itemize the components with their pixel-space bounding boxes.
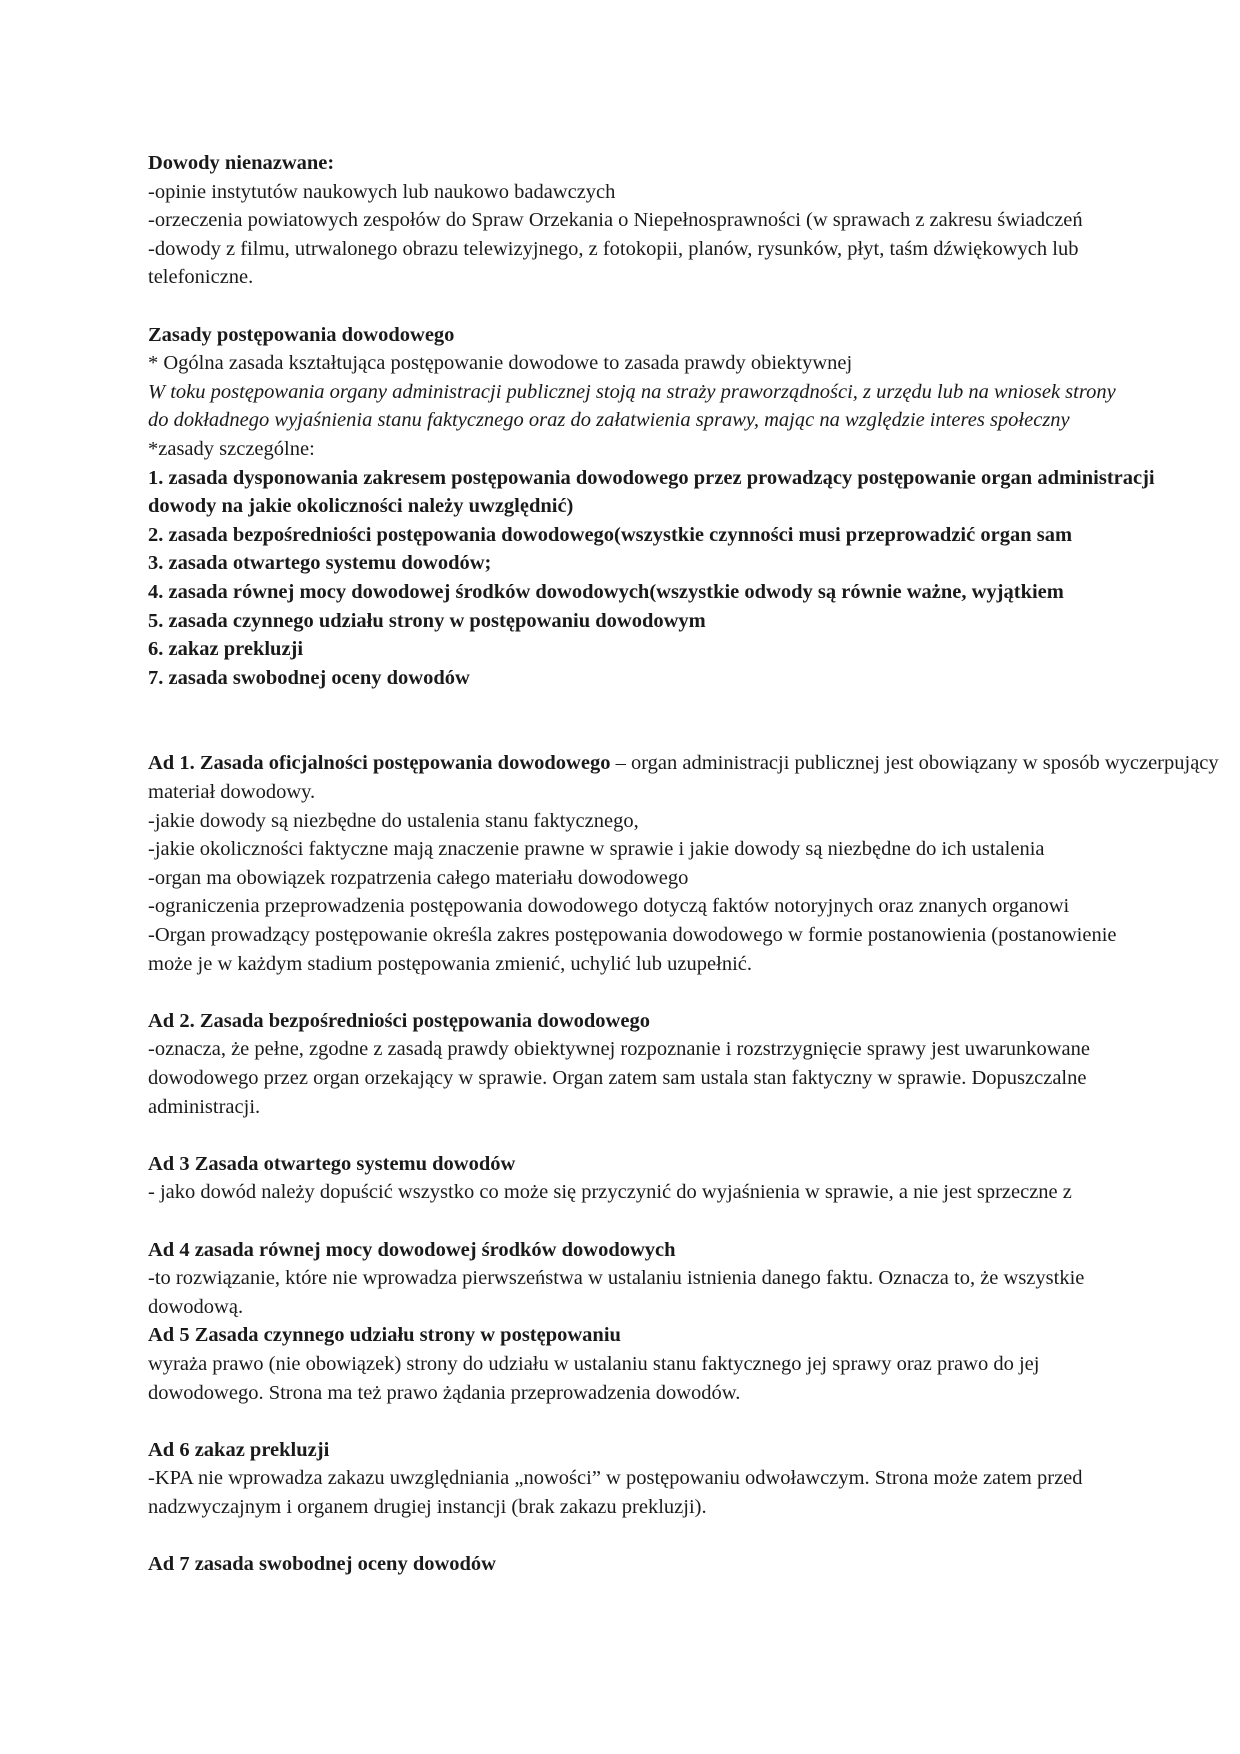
- principle-list-item: 4. zasada równej mocy dowodowej środków dowodowych(wszystkie odwody są równie ważne, wyjątkiem: [148, 580, 1064, 603]
- text-line: -to rozwiązanie, które nie wprowadza pierwszeństwa w ustalaniu istnienia danego faktu. Oznacza to, że wszystkie: [148, 1267, 1085, 1290]
- ad1-heading: Ad 1. Zasada oficjalności postępowania dowodowego: [148, 752, 611, 775]
- text-line: dowodową.: [148, 1295, 244, 1318]
- text-line: -opinie instytutów naukowych lub naukowo badawczych: [148, 180, 616, 203]
- text-line: -ograniczenia przeprowadzenia postępowania dowodowego dotyczą faktów notoryjnych oraz znanych organowi: [148, 895, 1070, 918]
- ad3-heading: Ad 3 Zasada otwartego systemu dowodów: [148, 1152, 516, 1175]
- ad5-heading: Ad 5 Zasada czynnego udziału strony w postępowaniu: [148, 1324, 621, 1347]
- ad1-heading-continuation: – organ administracji publicznej jest obowiązany w sposób wyczerpujący: [610, 752, 1219, 775]
- heading-zasady-postepowania: Zasady postępowania dowodowego: [148, 323, 455, 346]
- spacer: [148, 692, 1240, 749]
- spacer: [148, 1407, 1240, 1436]
- italic-quote-line: do dokładnego wyjaśnienia stanu faktycznego oraz do załatwienia sprawy, mając na względzie interes społeczny: [148, 409, 1070, 432]
- text-line: wyraża prawo (nie obowiązek) strony do udziału w ustalaniu stanu faktycznego jej sprawy oraz prawo do jej: [148, 1352, 1040, 1375]
- principle-list-item: dowody na jakie okoliczności należy uwzględnić): [148, 495, 574, 518]
- principle-list-item: 3. zasada otwartego systemu dowodów;: [148, 552, 492, 575]
- text-line: może je w każdym stadium postępowania zmienić, uchylić lub uzupełnić.: [148, 952, 752, 975]
- principle-list-item: 5. zasada czynnego udziału strony w postępowaniu dowodowym: [148, 609, 706, 632]
- spacer: [148, 1522, 1240, 1551]
- text-line: administracji.: [148, 1095, 261, 1118]
- ad6-heading: Ad 6 zakaz prekluzji: [148, 1438, 330, 1461]
- text-line: dowodowego. Strona ma też prawo żądania przeprowadzenia dowodów.: [148, 1381, 741, 1404]
- principle-list-item: 2. zasada bezpośredniości postępowania dowodowego(wszystkie czynności musi przeprowadzić organ sam: [148, 523, 1073, 546]
- spacer: [148, 978, 1240, 1007]
- text-line: - jako dowód należy dopuścić wszystko co może się przyczynić do wyjaśnienia w sprawie, a nie jest sprzeczne z: [148, 1181, 1072, 1204]
- text-line: -Organ prowadzący postępowanie określa zakres postępowania dowodowego w formie postanowienia (postanowienie: [148, 924, 1117, 947]
- text-line: -orzeczenia powiatowych zespołów do Spraw Orzekania o Niepełnosprawności (w sprawach z zakresu świadczeń: [148, 209, 1083, 232]
- text-line: -KPA nie wprowadza zakazu uwzględniania „nowości” w postępowaniu odwoławczym. Strona może zatem przed: [148, 1467, 1083, 1490]
- text-line: -jakie okoliczności faktyczne mają znaczenie prawne w sprawie i jakie dowody są niezbędne do ich ustalenia: [148, 838, 1045, 861]
- italic-quote-line: W toku postępowania organy administracji publicznej stoją na straży praworządności, z urzędu lub na wniosek strony: [148, 380, 1116, 403]
- principle-list-item: 1. zasada dysponowania zakresem postępowania dowodowego przez prowadzący postępowanie organ administracji: [148, 466, 1155, 489]
- text-line: nadzwyczajnym i organem drugiej instancji (brak zakazu prekluzji).: [148, 1495, 707, 1518]
- ad4-heading: Ad 4 zasada równej mocy dowodowej środków dowodowych: [148, 1238, 676, 1261]
- document-body: [148, 149, 1240, 1579]
- ad7-heading: Ad 7 zasada swobodnej oceny dowodów: [148, 1553, 496, 1576]
- text-line: telefoniczne.: [148, 266, 254, 289]
- heading-dowody-nienazwane: Dowody nienazwane:: [148, 152, 335, 174]
- principle-list-item: 6. zakaz prekluzji: [148, 638, 304, 661]
- spacer: [148, 1207, 1240, 1236]
- text-line: -jakie dowody są niezbędne do ustalenia stanu faktycznego,: [148, 809, 639, 832]
- principle-list-item: 7. zasada swobodnej oceny dowodów: [148, 666, 470, 689]
- ad2-heading: Ad 2. Zasada bezpośredniości postępowania dowodowego: [148, 1009, 650, 1032]
- text-line: materiał dowodowy.: [148, 781, 316, 804]
- text-line: * Ogólna zasada kształtująca postępowanie dowodowe to zasada prawdy obiektywnej: [148, 352, 853, 375]
- text-line: dowodowego przez organ orzekający w sprawie. Organ zatem sam ustala stan faktyczny w sprawie. Dopuszczalne: [148, 1067, 1087, 1089]
- text-line: -dowody z filmu, utrwalonego obrazu telewizyjnego, z fotokopii, planów, rysunków, płyt, taśm dźwiękowych lub: [148, 237, 1079, 260]
- spacer: [148, 292, 1240, 321]
- text-line: -organ ma obowiązek rozpatrzenia całego materiału dowodowego: [148, 866, 689, 889]
- spacer: [148, 1121, 1240, 1150]
- text-line: *zasady szczególne:: [148, 437, 315, 460]
- ad1-first-line: [148, 749, 1240, 778]
- text-line: -oznacza, że pełne, zgodne z zasadą prawdy obiektywnej rozpoznanie i rozstrzygnięcie sprawy jest uwarunkowane: [148, 1038, 1091, 1061]
